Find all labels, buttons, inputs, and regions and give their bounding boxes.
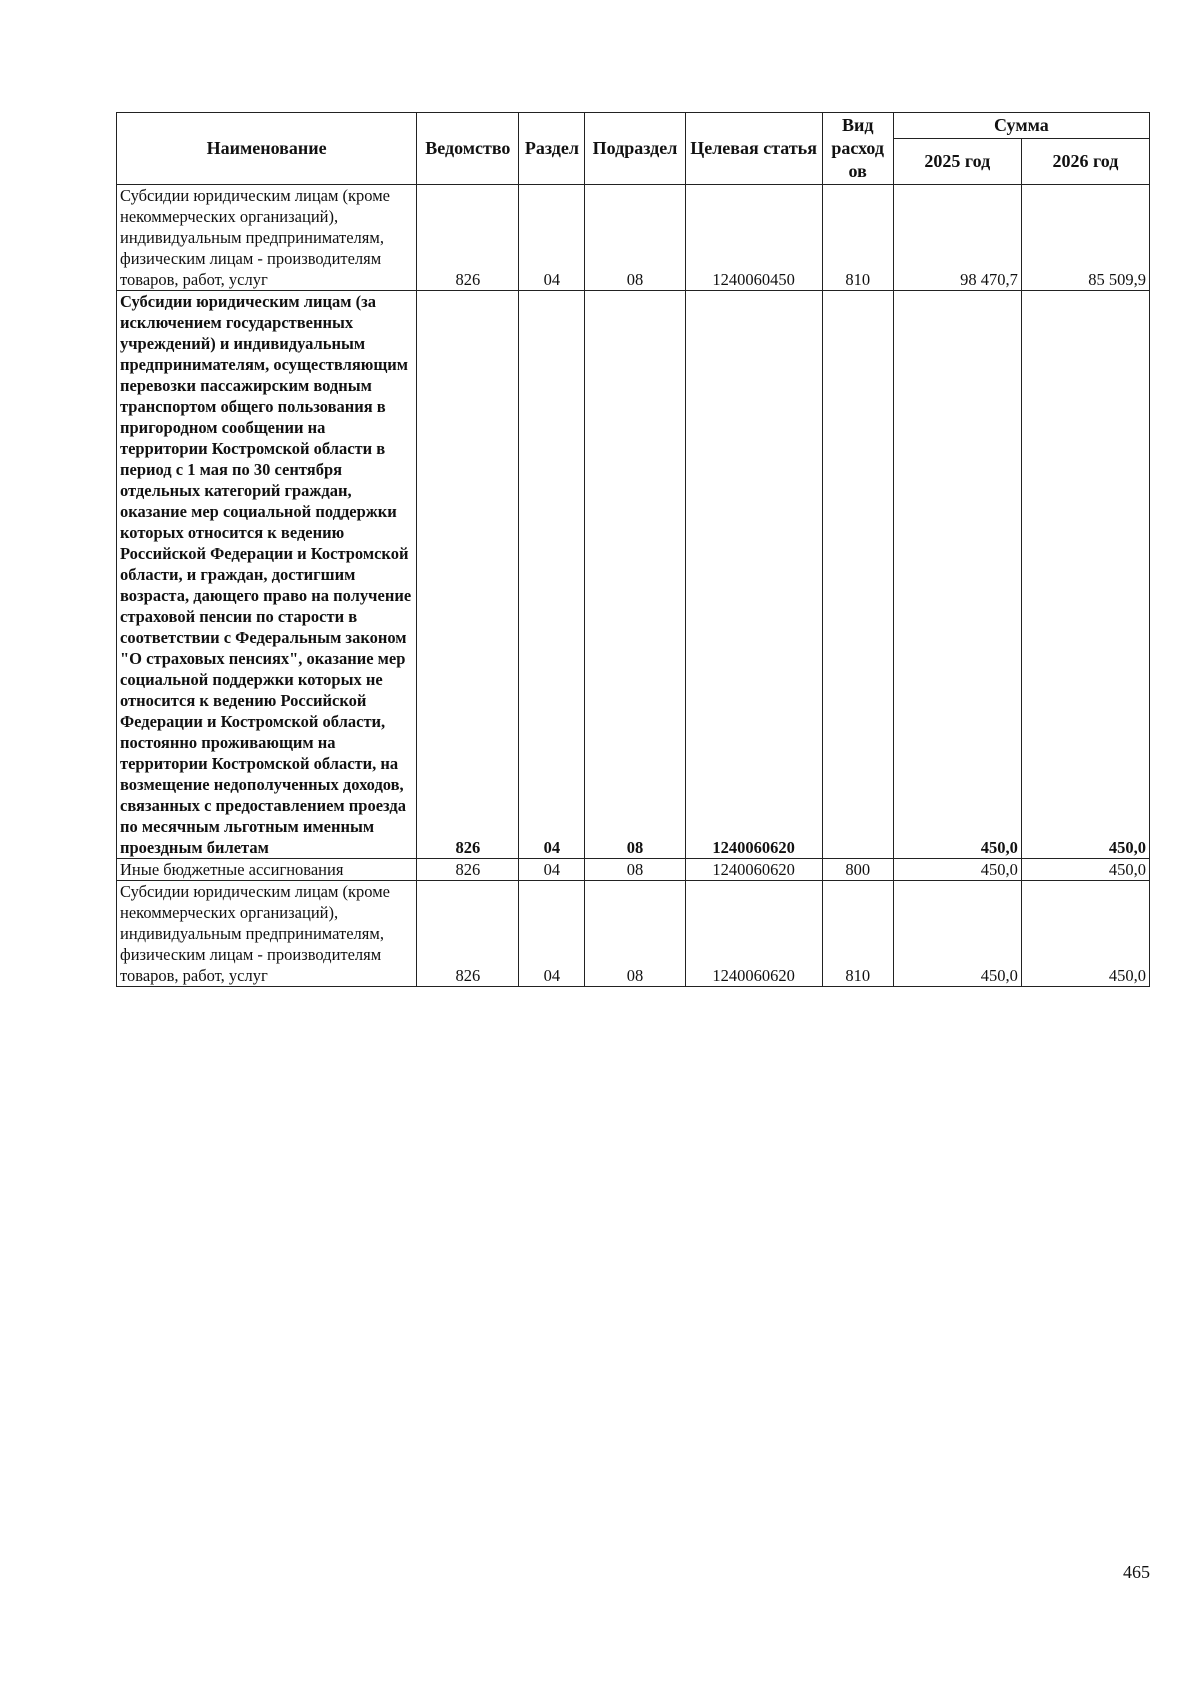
row-section: 04 [519, 859, 585, 881]
header-year-2025: 2025 год [893, 139, 1021, 185]
row-subsection: 08 [585, 881, 685, 987]
row-department: 826 [417, 291, 519, 859]
row-target-article: 1240060620 [685, 881, 822, 987]
header-sum: Сумма [893, 113, 1149, 139]
row-expense-type: 800 [822, 859, 893, 881]
row-sum-2025: 450,0 [893, 291, 1021, 859]
header-section: Раздел [519, 113, 585, 185]
header-year-2026: 2026 год [1021, 139, 1149, 185]
table-row [117, 881, 1150, 987]
header-subsection: Подраздел [585, 113, 685, 185]
header-department: Ведомство [417, 113, 519, 185]
row-expense-type: 810 [822, 881, 893, 987]
row-department: 826 [417, 881, 519, 987]
row-expense-type: 810 [822, 185, 893, 291]
row-sum-2026: 450,0 [1021, 881, 1149, 987]
header-target-article: Целевая статья [685, 113, 822, 185]
table-header [117, 113, 1150, 185]
table-row [117, 291, 1150, 859]
row-section: 04 [519, 185, 585, 291]
header-expense-type: Вид расход ов [822, 113, 893, 185]
row-sum-2025: 98 470,7 [893, 185, 1021, 291]
row-department: 826 [417, 185, 519, 291]
row-subsection: 08 [585, 291, 685, 859]
row-subsection: 08 [585, 185, 685, 291]
row-sum-2026: 85 509,9 [1021, 185, 1149, 291]
row-sum-2026: 450,0 [1021, 291, 1149, 859]
row-sum-2025: 450,0 [893, 881, 1021, 987]
header-name: Наименование [117, 113, 417, 185]
row-target-article: 1240060620 [685, 859, 822, 881]
table-row [117, 859, 1150, 881]
table-row [117, 185, 1150, 291]
row-name: Субсидии юридическим лицам (кроме некоммерческих организаций), индивидуальным предпринимателям, физическим лицам - производителям товаров, работ, услуг [117, 185, 417, 291]
row-name: Иные бюджетные ассигнования [117, 859, 417, 881]
row-section: 04 [519, 881, 585, 987]
row-section: 04 [519, 291, 585, 859]
row-target-article: 1240060620 [685, 291, 822, 859]
row-sum-2026: 450,0 [1021, 859, 1149, 881]
row-expense-type [822, 291, 893, 859]
row-name: Субсидии юридическим лицам (за исключением государственных учреждений) и индивидуальным предпринимателям, осуществляющим перевозки пассажирским водным транспортом общего пользования в пригородном сообщении на территории Костромской области в период с 1 мая по 30 сентября отдельных категорий граждан, оказание мер социальной поддержки которых относится к ведению Российской Федерации и Костромской области, и граждан, достигшим возраста, дающего право на получение страховой пенсии по старости в соответствии с Федеральным законом "О страховых пенсиях", оказание мер социальной поддержки которых не относится к ведению Российской Федерации и Костромской области, постоянно проживающим на территории Костромской области, на возмещение недополученных доходов, связанных с предоставлением проезда по месячным льготным именным проездным билетам [117, 291, 417, 859]
row-name: Субсидии юридическим лицам (кроме некоммерческих организаций), индивидуальным предпринимателям, физическим лицам - производителям товаров, работ, услуг [117, 881, 417, 987]
row-sum-2025: 450,0 [893, 859, 1021, 881]
row-department: 826 [417, 859, 519, 881]
budget-table [116, 112, 1150, 987]
row-subsection: 08 [585, 859, 685, 881]
row-target-article: 1240060450 [685, 185, 822, 291]
page-number: 465 [1123, 1562, 1150, 1582]
